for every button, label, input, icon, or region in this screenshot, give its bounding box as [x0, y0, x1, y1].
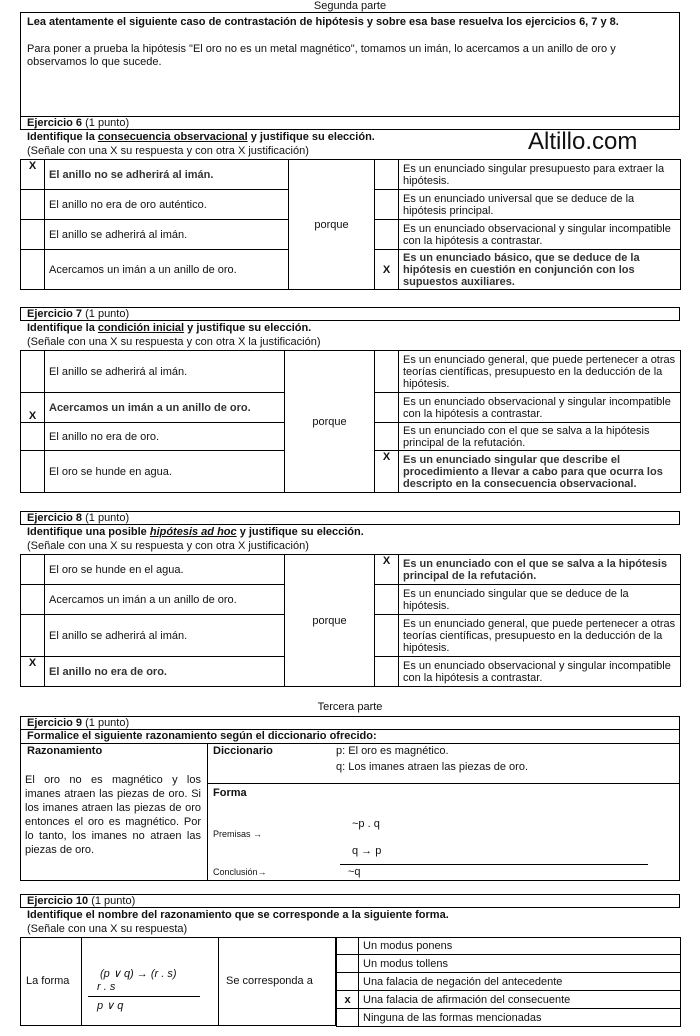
intro-heading: Lea atentamente el siguiente caso de contrastación de hipótesis y sobre esa base resuelva los ejercicios 6, 7 y 8.	[27, 16, 619, 28]
intro-text: Para poner a prueba la hipótesis "El oro no es un metal magnético", tomamos un imán, lo acercamos a un anillo de oro y observamos lo que sucede.	[27, 43, 616, 68]
ej7-right-mark-2[interactable]	[375, 423, 399, 451]
ej9-diccionario-label: Diccionario	[213, 745, 273, 757]
ej9-razonamiento-text: El oro no es magnético y los imanes atraen las piezas de oro. Si los imanes atraen las piezas de oro entonces el oro es magnético. Por lo tanto, los imanes no atraen las piezas de oro.	[25, 774, 201, 856]
ej9-premisa-2[interactable]: q → p	[352, 845, 382, 857]
ej8-header	[20, 511, 680, 525]
intro-box	[20, 12, 680, 130]
ej10-points: (1 punto)	[91, 895, 136, 907]
ej6-left-mark-3[interactable]	[21, 250, 45, 290]
ej10-mark-0[interactable]	[337, 938, 359, 955]
ej8-left-option-1[interactable]: Acercamos un imán a un anillo de oro.	[45, 585, 285, 615]
ej8-right-option-0[interactable]: Es un enunciado con el que se salva a la hipótesis principal de la refutación.	[399, 555, 681, 585]
ej7-title: Ejercicio 7	[27, 308, 83, 320]
ej10-title: Ejercicio 10	[27, 895, 89, 907]
ej10-corresponde: Se corresponda a	[226, 975, 313, 987]
ej7-right-option-0[interactable]: Es un enunciado general, que puede pertenecer a otras teorías científicas, presupuesto en la deducción de la hipótesis.	[399, 351, 681, 393]
ej9-razonamiento-label: Razonamiento	[27, 745, 103, 757]
ej8-points: (1 punto)	[85, 512, 130, 524]
ej7-table	[20, 350, 681, 493]
ej7-right-option-2[interactable]: Es un enunciado con el que se salva a la hipótesis principal de la refutación.	[399, 423, 681, 451]
ej8-right-option-3[interactable]: Es un enunciado observacional y singular incompatible con la hipótesis a contrastar.	[399, 657, 681, 687]
ej7-porque: porque	[285, 351, 375, 493]
ej10-form-rule	[88, 996, 200, 997]
ej10-mark-1[interactable]	[337, 955, 359, 973]
ej6-right-mark-1[interactable]	[375, 190, 399, 220]
ej10-divider-forma	[81, 937, 82, 1026]
ej6-right-option-2[interactable]: Es un enunciado observacional y singular incompatible con la hipótesis a contrastar.	[399, 220, 681, 250]
ej7-right-mark-0[interactable]	[375, 351, 399, 393]
ej8-left-mark-1[interactable]	[21, 585, 45, 615]
ej10-la-forma: La forma	[26, 975, 70, 987]
ej9-title: Ejercicio 9	[27, 717, 83, 729]
ej8-right-option-2[interactable]: Es un enunciado general, que puede pertenecer a otras teorías científicas, presupuesto en la deducción de la hipótesis.	[399, 615, 681, 657]
ej9-header	[20, 716, 680, 730]
ej6-title: Ejercicio 6	[27, 117, 83, 129]
ej7-note: (Señale con una X su respuesta y con otra X la justificación)	[27, 336, 321, 348]
ej7-left-mark-2[interactable]	[21, 423, 45, 451]
ej7-right-option-3[interactable]: Es un enunciado singular que describe el procedimiento a llevar a cabo para que ocurra los descripto en la consecuencia observacional.	[399, 451, 681, 493]
ej8-instruction: Identifique una posible hipótesis ad hoc y justifique su elección.	[27, 526, 364, 538]
ej9-premisa-1[interactable]: ~p . q	[352, 818, 380, 830]
ej9-conclusion[interactable]: ~q	[348, 866, 361, 878]
ej10-options-table	[336, 937, 681, 1027]
ej10-note: (Señale con una X su respuesta)	[27, 923, 188, 935]
ej10-mark-2[interactable]	[337, 973, 359, 991]
ej8-left-option-0[interactable]: El oro se hunde en el agua.	[45, 555, 285, 585]
ej6-right-option-0[interactable]: Es un enunciado singular presupuesto para extraer la hipótesis.	[399, 160, 681, 190]
ej10-form-line3: p ∨ q	[97, 1000, 124, 1012]
ej6-right-mark-3[interactable]: X	[375, 250, 399, 290]
ej6-right-mark-0[interactable]	[375, 160, 399, 190]
ej10-option-0[interactable]: Un modus ponens	[359, 938, 681, 955]
ej6-porque: porque	[289, 160, 375, 290]
ej7-right-mark-1[interactable]	[375, 393, 399, 423]
ej6-left-option-1[interactable]: El anillo no era de oro auténtico.	[45, 190, 289, 220]
ej10-mark-4[interactable]	[337, 1009, 359, 1027]
ej7-right-option-1[interactable]: Es un enunciado observacional y singular incompatible con la hipótesis a contrastar.	[399, 393, 681, 423]
ej9-points: (1 punto)	[85, 717, 130, 729]
ej6-left-option-2[interactable]: El anillo se adherirá al imán.	[45, 220, 289, 250]
ej6-left-mark-0[interactable]: X	[21, 160, 45, 190]
ej10-form-line2: r . s	[97, 981, 116, 993]
ej7-points: (1 punto)	[85, 308, 130, 320]
ej10-option-2[interactable]: Una falacia de negación del antecedente	[359, 973, 681, 991]
ej6-note: (Señale con una X su respuesta y con otra X justificación)	[27, 145, 309, 157]
ej9-premisas-label: Premisas →	[213, 829, 263, 839]
ej6-right-mark-2[interactable]	[375, 220, 399, 250]
ej8-note: (Señale con una X su respuesta y con otra X justificación)	[27, 540, 309, 552]
section-title-tercera: Tercera parte	[317, 701, 383, 713]
ej7-left-mark-3[interactable]	[21, 451, 45, 493]
ej9-forma-label: Forma	[213, 787, 247, 799]
ej6-points: (1 punto)	[85, 117, 130, 129]
ej7-header	[20, 307, 680, 321]
ej6-left-mark-2[interactable]	[21, 220, 45, 250]
ej7-left-option-3[interactable]: El oro se hunde en agua.	[45, 451, 285, 493]
ej6-left-mark-1[interactable]	[21, 190, 45, 220]
ej6-right-option-1[interactable]: Es un enunciado universal que se deduce de la hipótesis principal.	[399, 190, 681, 220]
ej6-left-option-0[interactable]: El anillo no se adherirá al imán.	[45, 160, 289, 190]
ej6-instruction: Identifique la consecuencia observacional y justifique su elección.	[27, 131, 375, 143]
ej7-instruction: Identifique la condición inicial y justifique su elección.	[27, 322, 312, 334]
ej8-table	[20, 554, 681, 687]
ej10-option-1[interactable]: Un modus tollens	[359, 955, 681, 973]
ej8-right-mark-3[interactable]	[375, 657, 399, 687]
ej10-instruction: Identifique el nombre del razonamiento que se corresponde a la siguiente forma.	[27, 909, 449, 921]
ej9-divider-vertical	[207, 743, 208, 881]
ej7-left-mark-1[interactable]: X	[21, 393, 45, 423]
ej10-option-3[interactable]: Una falacia de afirmación del consecuente	[359, 991, 681, 1009]
ej8-title: Ejercicio 8	[27, 512, 83, 524]
ej6-table	[20, 159, 681, 290]
ej10-header	[20, 894, 680, 908]
ej10-option-4[interactable]: Ninguna de las formas mencionadas	[359, 1009, 681, 1027]
ej6-right-option-3[interactable]: Es un enunciado básico, que se deduce de la hipótesis en cuestión en conjunción con los supuestos auxiliares.	[399, 250, 681, 290]
ej8-right-option-1[interactable]: Es un enunciado singular que se deduce de la hipótesis.	[399, 585, 681, 615]
ej7-left-option-0[interactable]: El anillo se adherirá al imán.	[45, 351, 285, 393]
watermark-logo: Altillo.com	[528, 128, 638, 155]
ej8-right-mark-1[interactable]	[375, 585, 399, 615]
ej7-left-mark-0[interactable]	[21, 351, 45, 393]
ej7-left-option-1[interactable]: Acercamos un imán a un anillo de oro.	[45, 393, 285, 423]
ej8-left-mark-0[interactable]	[21, 555, 45, 585]
ej10-mark-3[interactable]: x	[337, 991, 359, 1009]
ej8-porque: porque	[285, 555, 375, 687]
ej8-right-mark-2[interactable]	[375, 615, 399, 657]
ej6-left-option-3[interactable]: Acercamos un imán a un anillo de oro.	[45, 250, 289, 290]
ej9-dict-q: q: Los imanes atraen las piezas de oro.	[336, 761, 529, 773]
ej8-left-option-3[interactable]: El anillo no era de oro.	[45, 657, 285, 687]
ej10-form-line1: (p ∨ q) → (r . s)	[100, 968, 177, 980]
ej9-conclusion-label: Conclusión→	[213, 867, 267, 877]
ej8-left-mark-3[interactable]: X	[21, 657, 45, 687]
ej7-right-mark-3[interactable]: X	[375, 451, 399, 493]
ej8-left-mark-2[interactable]	[21, 615, 45, 657]
ej8-right-mark-0[interactable]: X	[375, 555, 399, 585]
section-title-segunda: Segunda parte	[313, 0, 387, 12]
ej7-left-option-2[interactable]: El anillo no era de oro.	[45, 423, 285, 451]
ej9-divider-horizontal	[207, 783, 680, 784]
ej9-dict-p: p: El oro es magnético.	[336, 745, 449, 757]
ej8-left-option-2[interactable]: El anillo se adherirá al imán.	[45, 615, 285, 657]
ej9-instruction: Formalice el siguiente razonamiento según el diccionario ofrecido:	[20, 730, 680, 744]
ej9-conclusion-line	[340, 864, 648, 865]
